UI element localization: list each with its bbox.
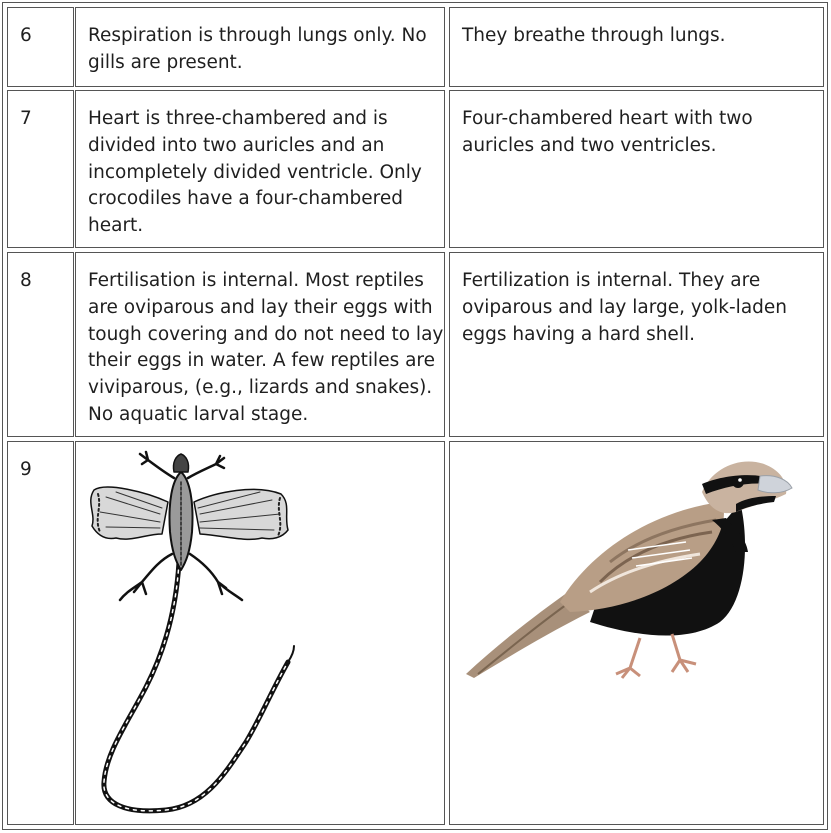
text-line: auricles and two ventricles.	[462, 134, 717, 156]
row-9-number-cell	[7, 441, 74, 825]
flying-lizard-illustration	[76, 442, 442, 822]
row-7-number-cell	[7, 90, 74, 248]
text-line: incompletely divided ventricle. Only	[88, 161, 422, 183]
text-line: tough covering and do not need to lay	[88, 323, 444, 345]
text-line: their eggs in water. A few reptiles are	[88, 350, 436, 372]
text-line: oviparous and lay large, yolk-laden	[462, 296, 788, 318]
row-number: 7	[20, 108, 32, 129]
row-8-reptiles-cell	[75, 252, 445, 437]
row-7-reptiles-cell	[75, 90, 445, 248]
row-9-reptiles-cell	[75, 441, 445, 825]
text-line: viviparous, (e.g., lizards and snakes).	[88, 377, 433, 399]
text-line: divided into two auricles and an	[88, 134, 385, 156]
text-line: They breathe through lungs.	[462, 25, 726, 46]
row-6-reptiles-cell	[75, 7, 445, 87]
text-line: Fertilization is internal. They are	[462, 270, 761, 291]
row-6-number-cell	[7, 7, 74, 87]
row-9-birds-cell	[449, 441, 824, 825]
text-line: gills are present.	[88, 51, 243, 73]
text-line: Respiration is through lungs only. No	[88, 25, 427, 46]
row-6-birds-cell	[449, 7, 824, 87]
text-line: crocodiles have a four-chambered	[88, 188, 403, 210]
row-7-birds-cell	[449, 90, 824, 248]
text-line: heart.	[88, 215, 144, 237]
sparrow-lark-illustration	[450, 442, 821, 822]
comparison-table	[2, 2, 828, 830]
row-number: 6	[20, 25, 32, 46]
text-line: eggs having a hard shell.	[462, 323, 695, 345]
row-number: 9	[20, 459, 32, 480]
text-line: Four-chambered heart with two	[462, 108, 753, 129]
text-line: Heart is three-chambered and is	[88, 108, 388, 129]
row-8-birds-cell	[449, 252, 824, 437]
row-number: 8	[20, 270, 32, 291]
row-8-number-cell	[7, 252, 74, 437]
text-line: are oviparous and lay their eggs with	[88, 296, 433, 318]
text-line: Fertilisation is internal. Most reptiles	[88, 270, 424, 291]
text-line: No aquatic larval stage.	[88, 403, 309, 425]
